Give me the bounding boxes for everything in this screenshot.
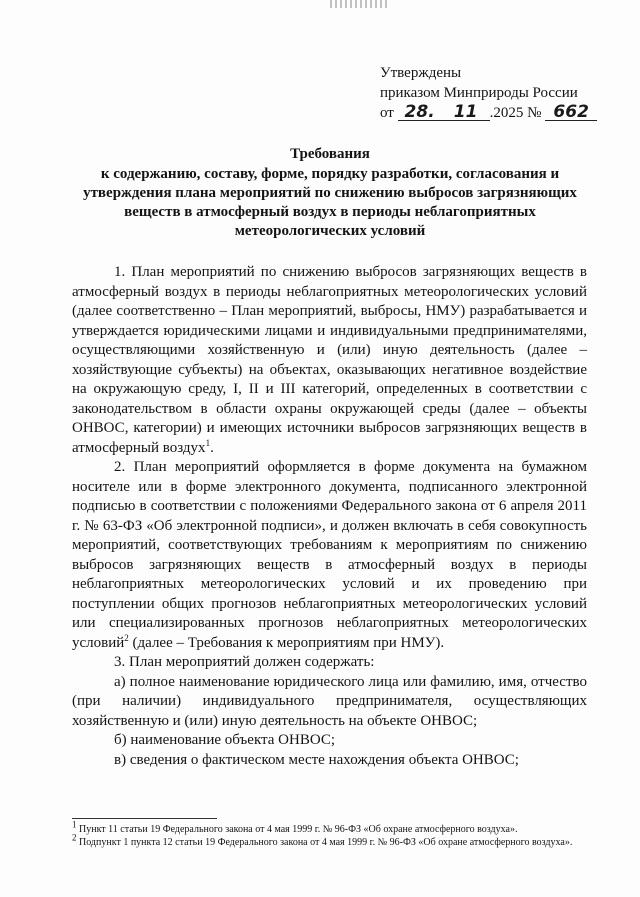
paragraph-3b: б) наименование объекта ОНВОС; — [114, 732, 336, 748]
footnote-divider — [72, 818, 217, 819]
handwritten-order-number: 662 — [545, 104, 597, 121]
document-title — [70, 145, 590, 241]
paragraph-2 — [72, 458, 587, 653]
handwritten-month: 11 — [442, 104, 490, 121]
title-subtitle: к содержанию, составу, форме, порядку разработки, согласования и утверждения плана мероприятий по снижению выбросов загрязняющих веществ в атмосферный воздух в периоды неблагоприятных метеорологических условий — [83, 166, 577, 239]
title-main: Требования — [290, 146, 370, 162]
approval-line-1: Утверждены — [380, 65, 462, 81]
paragraph-3: 3. План мероприятий должен содержать: — [114, 654, 375, 670]
footnote-1 — [72, 819, 587, 837]
paragraph-2-tail: (далее – Требования к мероприятиям при НМУ). — [132, 634, 445, 651]
footnotes — [72, 819, 587, 849]
paragraph-1: 1. План мероприятий по снижению выбросов загрязняющих веществ в атмосферный воздух в периоды неблагоприятных метеорологических условий (далее соответственно – План мероприятий, выбросы, НМУ) разрабатывается и утверждается юридическими лицами и индивидуальными предпринимателями, осуществляющими хозяйственную и (или) иную деятельность (далее – хозяйствующие субъекты) на объектах, оказывающих негативное воздействие на окружающую среду, I, II и III категорий, определенных в соответствии с законодательством в области охраны окружающей среды (далее – объекты ОНВОС, категории) и имеющих источники выбросов загрязняющих веществ в атмосферный воздух$^1$. — [72, 264, 587, 456]
paragraph-2-text: 2. План мероприятий оформляется в форме документа на бумажном носителе или в форме электронного документа, подписанного электронной подписью в соответствии с положениями Федерального закона от 6 апреля 2011 г. № 63-ФЗ «Об электронной подписи», и должен включать в себя совокупность мероприятий, соответствующих требованиям к мероприятиям по снижению выбросов загрязняющих веществ в атмосферный воздух в периоды неблагоприятных метеорологических условий и их проведению при поступлении общих прогнозов неблагоприятных метеорологических условий или специализированных прогнозов неблагоприятных метеорологических условий — [72, 459, 587, 651]
footnote-1-mark: 1 — [72, 819, 77, 830]
paragraph-3a: а) полное наименование юридического лица или фамилию, имя, отчество (при наличии) индивидуального предпринимателя, осуществляющих хозяйственную и (или) иную деятельность на объекте ОНВОС; — [72, 673, 587, 729]
footnote-ref-2[interactable]: 2 — [124, 632, 129, 643]
approval-prefix: от — [380, 105, 394, 121]
approval-block — [380, 63, 597, 123]
footnote-1-text: Пункт 11 статьи 19 Федерального закона от 4 мая 1999 г. № 96-ФЗ «Об охране атмосферного воздуха». — [79, 824, 518, 835]
footnote-2 — [72, 832, 587, 850]
paragraph-1-text: 1. План мероприятий по снижению выбросов загрязняющих веществ в атмосферный воздух в периоды неблагоприятных метеорологических условий (далее соответственно – План мероприятий, выбросы, НМУ) разрабатывается и утверждается юридическими лицами и индивидуальными предпринимателями, осуществляющими хозяйственную и (или) иную деятельность (далее – хозяйствующие субъекты) на объектах, оказывающих негативное воздействие на окружающую среду, I, II и III категорий, определенных в соответствии с законодательством в области охраны окружающей среды (далее – объекты ОНВОС, категории) и имеющих источники выбросов загрязняющих веществ в атмосферный воздух — [72, 264, 587, 456]
scan-artifact — [330, 0, 390, 8]
approval-date-line — [380, 103, 597, 123]
handwritten-day: 28. — [398, 104, 442, 121]
footnote-ref-1[interactable]: 1 — [205, 437, 211, 448]
approval-year: .2025 № — [489, 105, 542, 121]
paragraph-3c: в) сведения о фактическом месте нахождения объекта ОНВОС; — [114, 751, 519, 768]
footnote-2-mark: 2 — [72, 832, 77, 843]
footnote-2-text: Подпункт 1 пункта 12 статьи 19 Федерального закона от 4 мая 1999 г. № 96-ФЗ «Об охране атмосферного воздуха». — [79, 836, 573, 848]
document-body — [72, 263, 587, 770]
approval-line-2: приказом Минприроды России — [380, 85, 578, 101]
